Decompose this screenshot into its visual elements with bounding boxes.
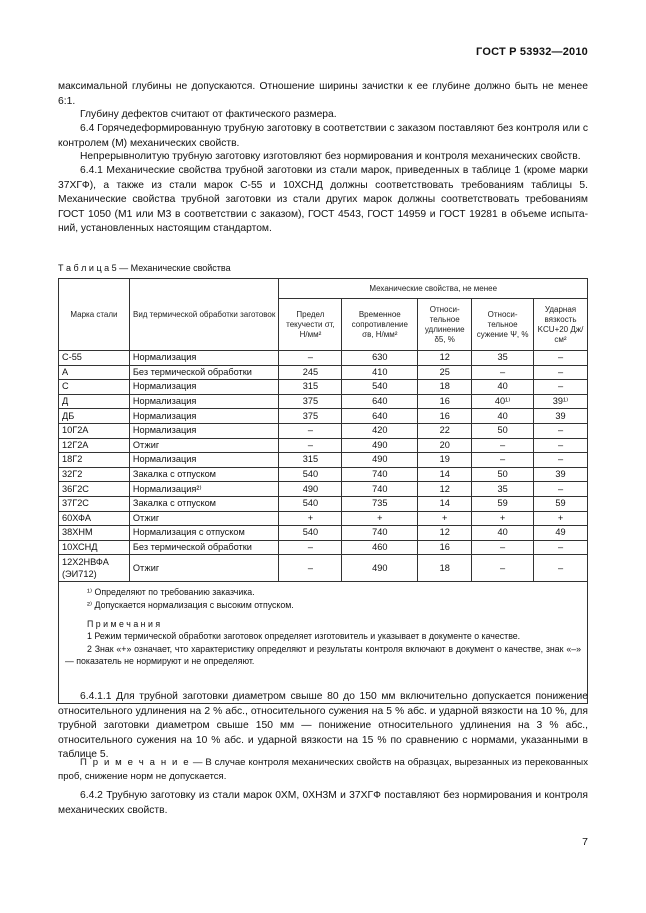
cell-impact: – bbox=[534, 365, 588, 380]
cell-yield: – bbox=[279, 555, 342, 582]
table-row bbox=[59, 526, 588, 541]
cell-impact: – bbox=[534, 438, 588, 453]
cell-tensile: 640 bbox=[342, 409, 418, 424]
cell-narrow: 35 bbox=[472, 482, 534, 497]
cell-tensile: 490 bbox=[342, 453, 418, 468]
cell-elong: 22 bbox=[418, 423, 472, 438]
cell-yield: 540 bbox=[279, 467, 342, 482]
cell-treatment: Без термической обработки bbox=[129, 365, 279, 380]
cell-impact: – bbox=[534, 351, 588, 366]
cell-treatment: Отжиг bbox=[129, 438, 279, 453]
cell-tensile: 540 bbox=[342, 380, 418, 395]
cell-elong: 14 bbox=[418, 467, 472, 482]
cell-grade: С bbox=[59, 380, 130, 395]
table-row bbox=[59, 511, 588, 526]
table-footnotes-cell bbox=[59, 582, 588, 704]
cell-treatment: Закалка с отпуском bbox=[129, 496, 279, 511]
cell-treatment: Нормализация bbox=[129, 423, 279, 438]
cell-elong: 12 bbox=[418, 482, 472, 497]
paragraph-1: максимальной глубины не допускаются. Отношение ширины зачистки к ее глубине должно быть не менее 6:1. bbox=[58, 81, 588, 107]
table-caption bbox=[58, 263, 231, 273]
cell-treatment: Нормализация bbox=[129, 351, 279, 366]
cell-tensile: 630 bbox=[342, 351, 418, 366]
table-row bbox=[59, 438, 588, 453]
table-row bbox=[59, 482, 588, 497]
header-yield: Предел текучести σт, Н/мм² bbox=[279, 299, 342, 351]
paragraph-6: 6.4.1.1 Для трубной заготовки диаметром свыше 80 до 150 мм включительно допускается понижение относительного удлинения на 2 % абс., относительного сужения на 5 % абс. и ударной вязкости на 10 %, для трубной заготовки диаметром свыше 150 мм — понижение относительного удлинения на 3 % абс., относительного сужения на 10 % абс. и ударной вязкости на 15 % по сравнению с нормами, указанными в таблице 5. bbox=[58, 691, 588, 760]
cell-tensile: 490 bbox=[342, 555, 418, 582]
cell-grade: А bbox=[59, 365, 130, 380]
cell-yield: 375 bbox=[279, 394, 342, 409]
cell-tensile: 640 bbox=[342, 394, 418, 409]
table-row bbox=[59, 496, 588, 511]
cell-grade: 36Г2С bbox=[59, 482, 130, 497]
cell-impact: 39¹⁾ bbox=[534, 394, 588, 409]
cell-elong: 12 bbox=[418, 351, 472, 366]
cell-impact: – bbox=[534, 540, 588, 555]
table-row bbox=[59, 453, 588, 468]
cell-grade: 37Г2С bbox=[59, 496, 130, 511]
table-row bbox=[59, 540, 588, 555]
cell-grade: 38ХНМ bbox=[59, 526, 130, 541]
cell-elong: 16 bbox=[418, 409, 472, 424]
table-row bbox=[59, 380, 588, 395]
table-caption-title: — Механические свойства bbox=[116, 263, 231, 273]
page-number: 7 bbox=[582, 836, 588, 848]
cell-yield: 245 bbox=[279, 365, 342, 380]
cell-grade: 10ХСНД bbox=[59, 540, 130, 555]
header-elongation: Относительное удлинение δ5, % bbox=[418, 299, 472, 351]
header-properties-group: Механические свойства, не менее bbox=[279, 279, 588, 299]
cell-elong: 12 bbox=[418, 526, 472, 541]
cell-tensile: 740 bbox=[342, 482, 418, 497]
cell-yield: 315 bbox=[279, 380, 342, 395]
cell-treatment: Нормализация с отпуском bbox=[129, 526, 279, 541]
table-row bbox=[59, 423, 588, 438]
note-2: 2 Знак «+» означает, что характеристику определяют и результаты контроля включают в документ о качестве, знак «–» — показатель не нормируют и не определяют. bbox=[65, 643, 581, 667]
table-row bbox=[59, 555, 588, 582]
cell-treatment: Без термической обработки bbox=[129, 540, 279, 555]
cell-narrow: – bbox=[472, 555, 534, 582]
cell-impact: + bbox=[534, 511, 588, 526]
cell-tensile: 735 bbox=[342, 496, 418, 511]
document-header: ГОСТ Р 53932—2010 bbox=[476, 46, 588, 58]
table-row bbox=[59, 351, 588, 366]
cell-tensile: + bbox=[342, 511, 418, 526]
cell-impact: 59 bbox=[534, 496, 588, 511]
cell-yield: + bbox=[279, 511, 342, 526]
header-impact: Ударная вязкость KCU+20 Дж/см² bbox=[534, 299, 588, 351]
header-narrowing: Относительное сужение Ψ, % bbox=[472, 299, 534, 351]
cell-yield: 490 bbox=[279, 482, 342, 497]
cell-narrow: – bbox=[472, 438, 534, 453]
cell-elong: 16 bbox=[418, 540, 472, 555]
cell-grade: 10Г2А bbox=[59, 423, 130, 438]
cell-yield: – bbox=[279, 423, 342, 438]
cell-tensile: 460 bbox=[342, 540, 418, 555]
table-row bbox=[59, 409, 588, 424]
cell-grade: 12Г2А bbox=[59, 438, 130, 453]
cell-elong: 18 bbox=[418, 555, 472, 582]
cell-treatment: Нормализация bbox=[129, 453, 279, 468]
cell-elong: 20 bbox=[418, 438, 472, 453]
cell-yield: 540 bbox=[279, 526, 342, 541]
cell-treatment: Отжиг bbox=[129, 511, 279, 526]
header-grade: Марка стали bbox=[59, 279, 130, 351]
cell-narrow: + bbox=[472, 511, 534, 526]
cell-impact: 39 bbox=[534, 467, 588, 482]
cell-treatment: Закалка с отпуском bbox=[129, 467, 279, 482]
cell-grade: 18Г2 bbox=[59, 453, 130, 468]
cell-treatment: Отжиг bbox=[129, 555, 279, 582]
cell-impact: – bbox=[534, 380, 588, 395]
cell-narrow: 40 bbox=[472, 380, 534, 395]
cell-grade: 12Х2НВФА (ЭИ712) bbox=[59, 555, 130, 582]
cell-tensile: 740 bbox=[342, 467, 418, 482]
cell-yield: 315 bbox=[279, 453, 342, 468]
paragraph-7: 6.4.2 Трубную заготовку из стали марок 0ХМ, 0ХН3М и 37ХГФ поставляют без нормирования и контроля механических свойств. bbox=[58, 790, 588, 816]
cell-impact: 39 bbox=[534, 409, 588, 424]
cell-grade: С-55 bbox=[59, 351, 130, 366]
cell-narrow: – bbox=[472, 453, 534, 468]
cell-yield: 375 bbox=[279, 409, 342, 424]
header-treatment: Вид термической обработки заготовок bbox=[129, 279, 279, 351]
header-tensile: Временное сопротивление σв, Н/мм² bbox=[342, 299, 418, 351]
cell-narrow: – bbox=[472, 540, 534, 555]
note-1: 1 Режим термической обработки заготовок определяет изготовитель и указывает в документе о качестве. bbox=[87, 631, 521, 642]
table-row bbox=[59, 394, 588, 409]
cell-yield: – bbox=[279, 540, 342, 555]
cell-narrow: 35 bbox=[472, 351, 534, 366]
paragraph-2: Глубину дефектов считают от фактического размера. bbox=[80, 109, 337, 120]
cell-impact: – bbox=[534, 555, 588, 582]
table-row bbox=[59, 467, 588, 482]
cell-narrow: 50 bbox=[472, 467, 534, 482]
cell-elong: 18 bbox=[418, 380, 472, 395]
cell-impact: – bbox=[534, 423, 588, 438]
cell-yield: – bbox=[279, 351, 342, 366]
cell-impact: – bbox=[534, 482, 588, 497]
cell-elong: 14 bbox=[418, 496, 472, 511]
cell-elong: + bbox=[418, 511, 472, 526]
cell-elong: 16 bbox=[418, 394, 472, 409]
cell-tensile: 740 bbox=[342, 526, 418, 541]
cell-grade: Д bbox=[59, 394, 130, 409]
cell-impact: 49 bbox=[534, 526, 588, 541]
cell-grade: 60ХФА bbox=[59, 511, 130, 526]
paragraph-5: 6.4.1 Механические свойства трубной заготовки из стали марок, приведенных в таблице 1 (кроме марки 37ХГФ), а также из стали марок С-55 и 10ХСНД должны соответствовать требованиям таблицы 5. Механические свойства трубной заготовки из стали других марок должны соответствовать требованиям ГОСТ 1050 (М1 или М3 в соответствии с заказом), ГОСТ 4543, ГОСТ 14959 и ГОСТ 19281 в объеме испытаний, установленных настоящим стандартом. bbox=[58, 165, 588, 234]
note-label: П р и м е ч а н и е bbox=[80, 757, 191, 768]
cell-elong: 19 bbox=[418, 453, 472, 468]
table-row bbox=[59, 365, 588, 380]
cell-grade: ДБ bbox=[59, 409, 130, 424]
cell-narrow: 59 bbox=[472, 496, 534, 511]
cell-narrow: 40 bbox=[472, 526, 534, 541]
cell-elong: 25 bbox=[418, 365, 472, 380]
footnote-1: ¹⁾ Определяют по требованию заказчика. bbox=[87, 587, 255, 598]
cell-narrow: 40¹⁾ bbox=[472, 394, 534, 409]
note-text: — В случае контроля механических свойств на образцах, вырезанных из перекованных проб, снижение норм не допускается. bbox=[58, 757, 588, 782]
note-paragraph bbox=[58, 756, 588, 783]
cell-treatment: Нормализация bbox=[129, 380, 279, 395]
notes-title: П р и м е ч а н и я bbox=[87, 618, 161, 629]
cell-yield: 540 bbox=[279, 496, 342, 511]
cell-narrow: 40 bbox=[472, 409, 534, 424]
footnote-2: ²⁾ Допускается нормализация с высоким отпуском. bbox=[87, 599, 294, 610]
cell-tensile: 420 bbox=[342, 423, 418, 438]
table-caption-label: Т а б л и ц а 5 bbox=[58, 263, 117, 273]
paragraph-3: 6.4 Горячедеформированную трубную заготовку в соответствии с заказом поставляют без контроля или с контролем (М) механических свойств. bbox=[58, 123, 588, 149]
cell-treatment: Нормализация bbox=[129, 394, 279, 409]
paragraph-4: Непрерывнолитую трубную заготовку изготовляют без нормирования и контроля механических свойств. bbox=[80, 151, 581, 162]
cell-treatment: Нормализация bbox=[129, 409, 279, 424]
cell-treatment: Нормализация²⁾ bbox=[129, 482, 279, 497]
cell-impact: – bbox=[534, 453, 588, 468]
cell-narrow: 50 bbox=[472, 423, 534, 438]
cell-grade: 32Г2 bbox=[59, 467, 130, 482]
mechanical-properties-table bbox=[58, 278, 588, 704]
cell-tensile: 490 bbox=[342, 438, 418, 453]
cell-narrow: – bbox=[472, 365, 534, 380]
cell-tensile: 410 bbox=[342, 365, 418, 380]
cell-yield: – bbox=[279, 438, 342, 453]
